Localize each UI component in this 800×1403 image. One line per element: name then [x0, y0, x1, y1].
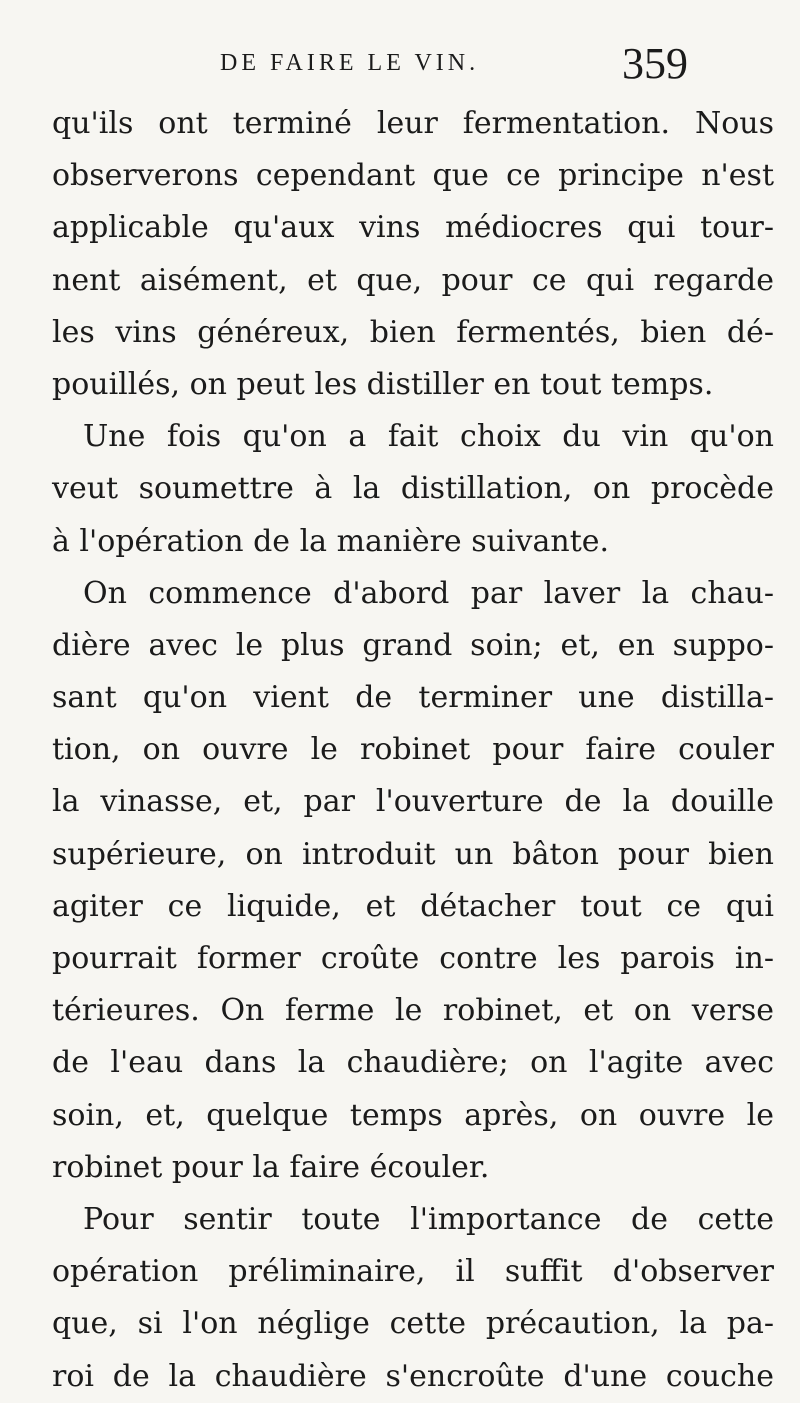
- text-line: supérieure, on introduit un bâton pour bien: [52, 836, 774, 872]
- text-line: opération préliminaire, il suffit d'observer: [52, 1254, 774, 1290]
- text-line: à l'opération de la manière suivante.: [52, 523, 610, 559]
- text-line: applicable qu'aux vins médiocres qui tour-: [52, 210, 774, 246]
- text-line: sant qu'on vient de terminer une distilla-: [52, 680, 774, 716]
- text-line: Une fois qu'on a fait choix du vin qu'on: [83, 419, 774, 455]
- text-line: pourrait former croûte contre les parois in-: [52, 941, 774, 976]
- text-line: soin, et, quelque temps après, on ouvre le: [52, 1097, 774, 1133]
- text-line: que, si l'on néglige cette précaution, la pa-: [52, 1306, 774, 1342]
- text-line: veut soumettre à la distillation, on procède: [52, 471, 774, 507]
- page-number: 359: [622, 39, 688, 88]
- text-line: dière avec le plus grand soin; et, en suppo-: [52, 627, 774, 663]
- text-line: pouillés, on peut les distiller en tout temps.: [52, 366, 714, 402]
- text-line: agiter ce liquide, et détacher tout ce qui: [52, 888, 774, 924]
- text-line: robinet pour la faire écouler.: [52, 1149, 490, 1185]
- text-line: nent aisément, et que, pour ce qui regarde: [52, 262, 774, 298]
- running-head: DE FAIRE LE VIN.: [220, 50, 480, 76]
- text-line: qu'ils ont terminé leur fermentation. Nous: [52, 106, 774, 141]
- text-line: de l'eau dans la chaudière; on l'agite avec: [52, 1045, 774, 1081]
- text-line: les vins généreux, bien fermentés, bien dé-: [52, 314, 774, 350]
- text-line: On commence d'abord par laver la chau-: [83, 575, 774, 611]
- text-line: roi de la chaudière s'encroûte d'une couche: [52, 1358, 774, 1394]
- text-line: térieures. On ferme le robinet, et on verse: [52, 993, 774, 1029]
- text-line: tion, on ouvre le robinet pour faire couler: [52, 732, 774, 768]
- text-line: observerons cependant que ce principe n'est: [52, 158, 774, 194]
- text-line: Pour sentir toute l'importance de cette: [83, 1201, 774, 1237]
- body-text: [52, 98, 774, 1403]
- text-line: la vinasse, et, par l'ouverture de la douille: [52, 784, 774, 820]
